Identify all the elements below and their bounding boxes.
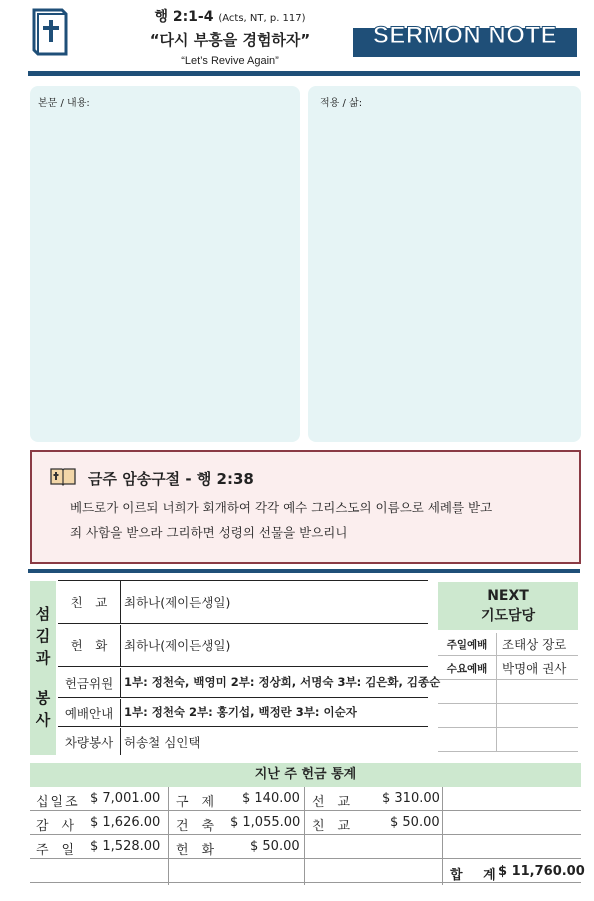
offering-label: 주 일 <box>36 843 75 858</box>
offering-column-divider <box>168 787 169 885</box>
service-title-char: 김 <box>35 627 51 645</box>
service-row-offering-committee <box>58 668 441 698</box>
next-prayer-heading <box>438 582 578 630</box>
service-row-value: 최하나(제이든생일) <box>124 638 231 653</box>
notes-application-label: 적용 / 삶: <box>320 98 363 109</box>
next-prayer-row-empty <box>438 705 578 728</box>
offering-column-divider <box>304 787 305 885</box>
memory-verse-heading: 금주 암송구절 - 행 2:38 <box>88 470 254 488</box>
service-row-label: 차량봉사 <box>64 735 114 750</box>
next-prayer-row-empty <box>438 729 578 752</box>
bulletin-header <box>0 0 594 80</box>
next-prayer-row <box>438 633 578 656</box>
offering-value: $ 50.00 <box>250 839 300 854</box>
service-row-value: 1부: 정천숙 2부: 홍기섭, 백정란 3부: 이순자 <box>124 705 357 719</box>
service-row-label: 친 교 <box>70 595 108 610</box>
sermon-note-banner-text: SERMON NOTE <box>372 22 558 49</box>
offering-value: $ 1,626.00 <box>90 815 161 830</box>
offering-value: $ 7,001.00 <box>90 791 161 806</box>
sermon-title: “다시 부흥을 경험하자” <box>149 31 311 49</box>
open-bible-icon <box>50 466 76 486</box>
service-section-title <box>30 581 56 755</box>
service-row-ushers <box>58 699 428 727</box>
service-row-fellowship <box>58 581 428 624</box>
offering-label: 구 제 <box>176 795 215 810</box>
next-prayer-heading-line2: 기도담당 <box>480 608 536 624</box>
next-prayer-label: 주일예배 <box>446 639 488 651</box>
next-prayer-value: 박명애 권사 <box>502 661 567 676</box>
offering-value: $ 140.00 <box>242 791 300 806</box>
cell-divider <box>120 728 121 755</box>
notes-content-panel[interactable] <box>30 86 300 442</box>
service-row-value: 1부: 정천숙, 백영미 2부: 정상희, 서명숙 3부: 김은화, 김종순 <box>124 675 441 689</box>
bible-icon <box>28 6 72 58</box>
offering-total-value: $ 11,760.00 <box>498 864 585 879</box>
offering-row <box>30 835 581 859</box>
service-title-char: 과 <box>35 649 51 667</box>
service-row-flowers <box>58 625 428 667</box>
cell-divider <box>120 625 121 667</box>
offering-label: 친 교 <box>312 819 351 834</box>
offering-value: $ 1,528.00 <box>90 839 161 854</box>
service-row-label: 예배안내 <box>64 706 114 721</box>
next-prayer-row <box>438 657 578 680</box>
next-prayer-label: 수요예배 <box>446 663 488 675</box>
cell-divider <box>120 699 121 727</box>
offering-label: 선 교 <box>312 795 351 810</box>
offering-value: $ 310.00 <box>382 791 440 806</box>
offering-value: $ 1,055.00 <box>230 815 301 830</box>
offering-heading: 지난 주 헌금 통계 <box>30 763 581 787</box>
service-row-transport <box>58 728 428 755</box>
offering-label: 건 축 <box>176 819 215 834</box>
memory-verse-box <box>30 450 581 564</box>
offering-value: $ 50.00 <box>390 815 440 830</box>
section-rule <box>28 569 580 573</box>
offering-column-divider <box>442 787 443 885</box>
offering-label: 감 사 <box>36 819 75 834</box>
notes-application-panel[interactable] <box>308 86 581 442</box>
offering-label: 헌 화 <box>176 843 215 858</box>
sermon-subtitle: “Let’s Revive Again” <box>181 55 279 67</box>
next-prayer-heading-line1: NEXT <box>487 588 529 604</box>
service-title-char: 봉 <box>35 689 51 707</box>
next-prayer-value: 조태상 장로 <box>502 637 567 652</box>
scripture-ref-text: 행 2:1-4 <box>154 9 214 25</box>
scripture-page-note: (Acts, NT, p. 117) <box>218 13 306 24</box>
notes-content-label: 본문 / 내용: <box>38 98 90 109</box>
cell-divider <box>120 668 121 698</box>
header-rule <box>28 71 580 76</box>
service-row-label: 헌금위원 <box>64 676 114 691</box>
service-row-value: 최하나(제이든생일) <box>124 595 231 610</box>
service-row-label: 헌 화 <box>70 638 108 653</box>
next-prayer-divider <box>496 633 497 751</box>
offering-total-label: 합 계 <box>450 868 504 883</box>
cell-divider <box>120 581 121 624</box>
memory-verse-line-1: 베드로가 이르되 너희가 회개하여 각각 예수 그리스도의 이름으로 세례를 받고 <box>70 500 493 515</box>
service-title-char: 사 <box>35 711 51 729</box>
offering-row <box>30 787 581 811</box>
service-row-value: 허송철 심인택 <box>124 735 201 750</box>
next-prayer-row-empty <box>438 681 578 704</box>
offering-label: 십일조 <box>36 795 80 810</box>
service-title-char: 섬 <box>35 605 51 623</box>
offering-row <box>30 811 581 835</box>
sermon-info <box>120 6 340 67</box>
scripture-reference <box>120 6 340 26</box>
memory-verse-line-2: 죄 사함을 받으라 그리하면 성령의 선물을 받으리니 <box>70 525 348 540</box>
